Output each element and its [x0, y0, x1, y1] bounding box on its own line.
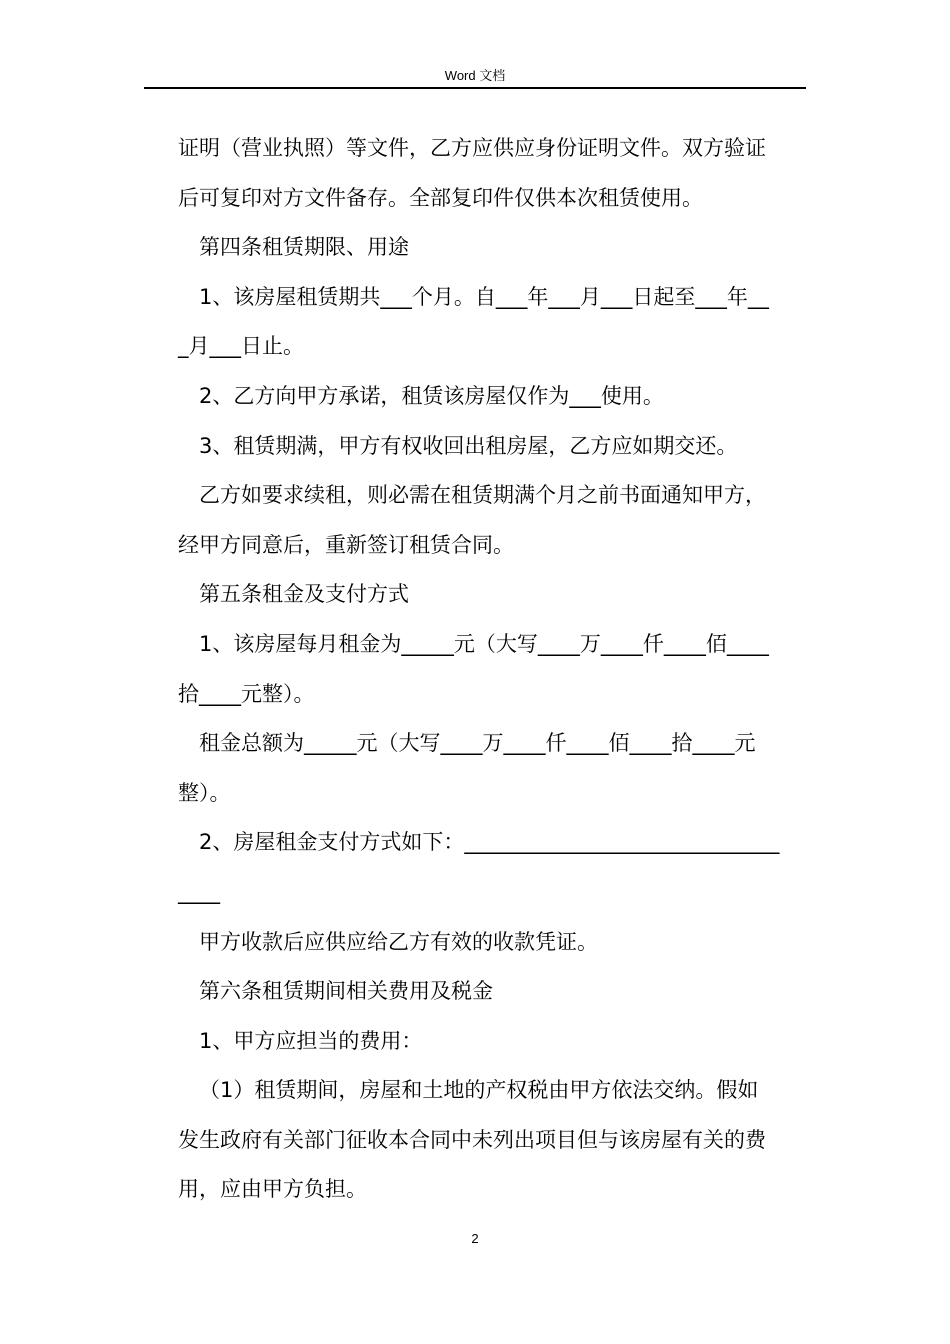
- section-heading-article-4: 第四条租赁期限、用途: [199, 235, 409, 260]
- body-line-13: 租金总额为_____元（大写____万____仟____佰____拾____元: [199, 731, 756, 756]
- body-line-9: 经甲方同意后，重新签订租赁合同。: [178, 532, 514, 557]
- body-line-19: 1、甲方应担当的费用：: [199, 1028, 423, 1053]
- section-heading-article-5: 第五条租金及支付方式: [199, 582, 409, 607]
- body-line-6: 2、乙方向甲方承诺，租赁该房屋仅作为___使用。: [199, 383, 664, 408]
- body-line-20: （1）租赁期间，房屋和土地的产权税由甲方依法交纳。假如: [199, 1078, 759, 1103]
- body-line-11: 1、该房屋每月租金为_____元（大写____万____仟____佰____: [199, 631, 769, 656]
- body-line-22: 用，应由甲方负担。: [178, 1177, 367, 1202]
- body-line-5: _月___日止。: [178, 334, 304, 359]
- page-number: 2: [471, 1231, 479, 1246]
- document-header: Word 文档: [444, 68, 506, 83]
- body-line-17: 甲方收款后应供应给乙方有效的收款凭证。: [199, 929, 598, 954]
- body-line-1: 证明（营业执照）等文件，乙方应供应身份证明文件。双方验证: [178, 136, 766, 160]
- body-line-14: 整）。: [178, 780, 231, 805]
- document-body: [178, 124, 806, 1215]
- body-line-12: 拾____元整）。: [178, 681, 315, 706]
- body-line-21: 发生政府有关部门征收本合同中未列出项目但与该房屋有关的费: [178, 1127, 766, 1152]
- header-divider: [144, 87, 806, 89]
- body-line-4: 1、该房屋租赁期共___个月。自___年___月___日起至___年__: [199, 284, 769, 309]
- body-line-16: ____: [178, 879, 220, 904]
- body-line-2: 后可复印对方文件备存。全部复印件仅供本次租赁使用。: [178, 185, 703, 210]
- body-line-7: 3、租赁期满，甲方有权收回出租房屋，乙方应如期交还。: [199, 433, 738, 458]
- section-heading-article-6: 第六条租赁期间相关费用及税金: [199, 979, 493, 1004]
- body-line-15: 2、房屋租金支付方式如下：______________________________: [199, 830, 780, 855]
- body-line-8: 乙方如要求续租，则必需在租赁期满个月之前书面通知甲方，: [199, 483, 766, 508]
